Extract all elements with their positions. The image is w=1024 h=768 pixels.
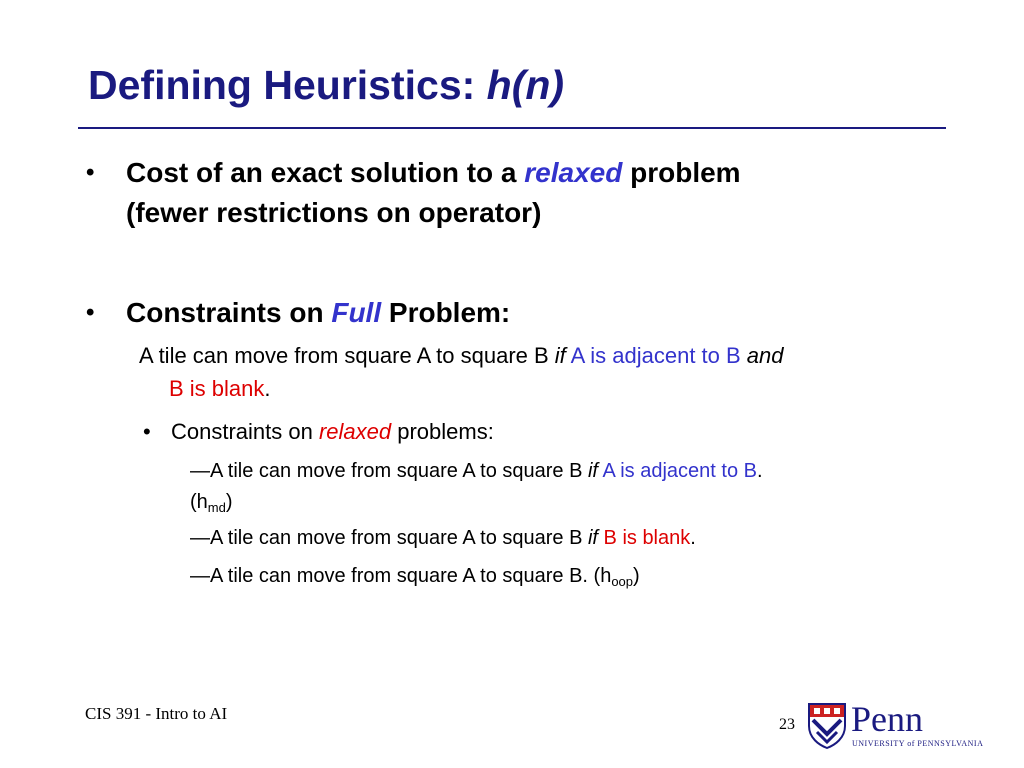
- footer-course: CIS 391 - Intro to AI: [85, 704, 228, 723]
- dash: —: [190, 527, 210, 549]
- dash: —: [190, 565, 210, 587]
- penn-wordmark: Penn: [851, 699, 923, 739]
- relaxed-rule-1: —A tile can move from square A to square B if A is adjacent to B.: [190, 460, 763, 482]
- relaxed-rule-1-label: $(h_{md})$: [190, 491, 233, 515]
- penn-subtitle: UNIVERSITY of PENNSYLVANIA: [852, 739, 984, 748]
- title-divider: [78, 127, 946, 129]
- relaxed-rule-3: —A tile can move from square A to square B. $(h_{oop})$: [190, 565, 640, 589]
- dash: —: [190, 460, 210, 482]
- bullet-dot: •: [86, 299, 95, 326]
- relaxed-rule-2: —A tile can move from square A to square B if B is blank.: [190, 527, 696, 549]
- relaxed-constraints-text: Constraints on relaxed problems:: [171, 419, 494, 444]
- bullet-text: Cost of an exact solution to a relaxed problem: [126, 157, 741, 188]
- full-rule-line1: A tile can move from square A to square B if A is adjacent to B and: [139, 343, 784, 368]
- page-number: 23: [779, 716, 795, 733]
- bullet-dot: •: [86, 159, 95, 186]
- bullet-text: Constraints on Full Problem:: [126, 297, 511, 328]
- title-italic: h(n): [486, 62, 565, 108]
- slide-title: Defining Heuristics: h(n): [88, 62, 565, 108]
- penn-shield-icon: [807, 702, 847, 750]
- relaxed-constraints-bullet: [143, 416, 151, 448]
- penn-logo: [807, 699, 984, 752]
- full-rule-line2: B is blank.: [169, 376, 271, 401]
- bullet-dot: •: [143, 419, 151, 444]
